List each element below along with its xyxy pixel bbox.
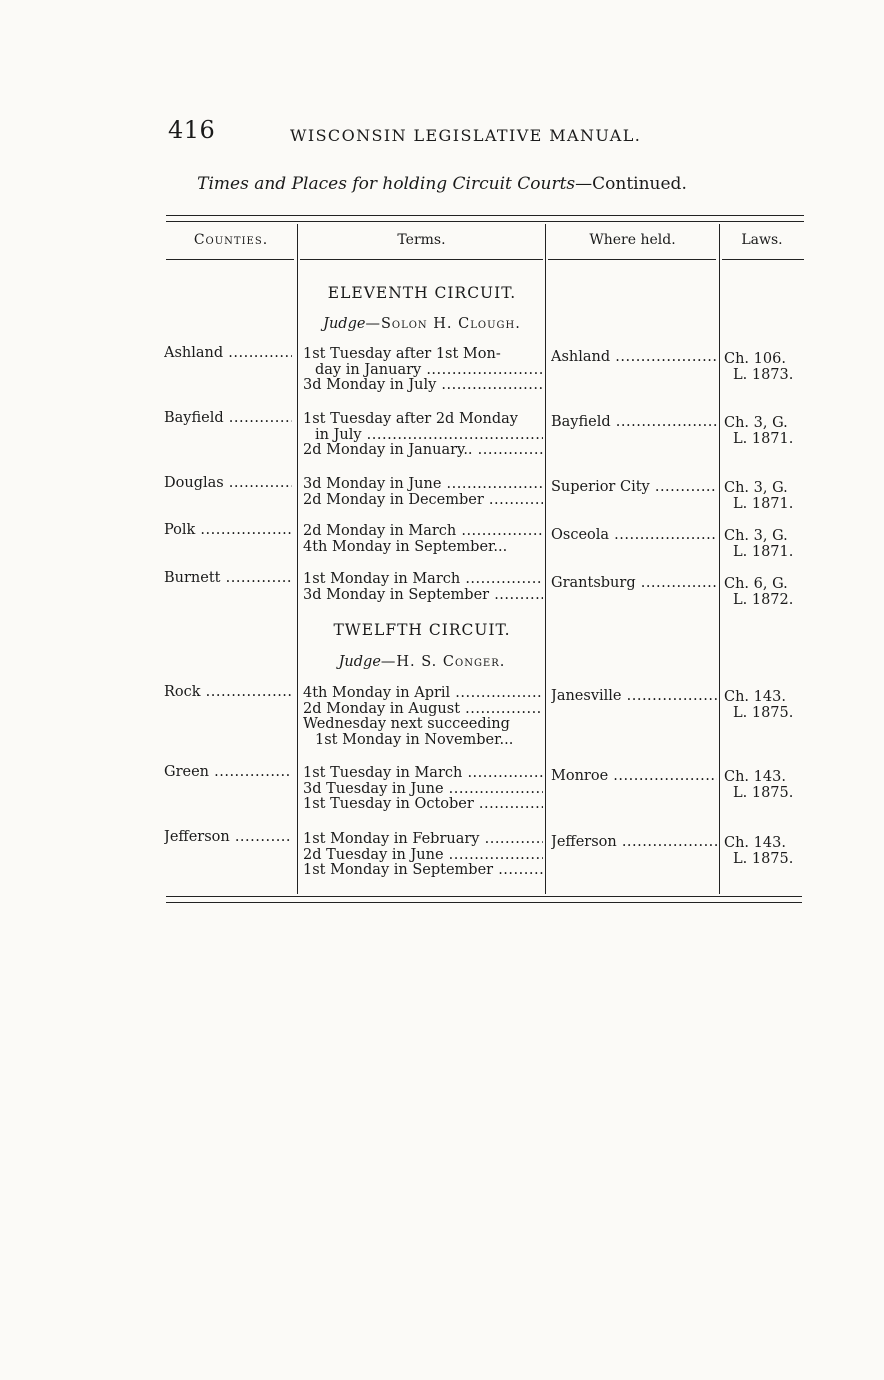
table-row-place: Superior City .....	[551, 479, 717, 495]
judge-label: Judge	[323, 316, 366, 332]
circuit-title: TWELFTH CIRCUIT.	[333, 621, 511, 639]
circuit-judge	[300, 316, 544, 332]
circuit-judge	[300, 654, 544, 670]
table-row-county: Douglas .....	[164, 475, 292, 491]
table-row-laws: Ch. 143. L. 1875.	[724, 689, 794, 721]
judge-label: Judge	[338, 654, 381, 670]
col-header-terms: Terms.	[397, 232, 446, 248]
page-number: 416	[168, 116, 216, 144]
table-row-terms: 1st Tuesday after 1st Mon- day in January ..... 3d Monday in July .....	[303, 347, 543, 394]
table-caption	[0, 174, 884, 194]
header-underline-3	[548, 259, 716, 260]
table-row-county: Jefferson .....	[164, 829, 292, 845]
judge-name: —Solon H. Clough.	[365, 316, 521, 332]
col-divider-1	[297, 224, 298, 894]
caption-italic: Times and Places for holding Circuit Courts	[197, 174, 576, 194]
table-row-place: Janesville .....	[551, 688, 717, 704]
circuit-title: ELEVENTH CIRCUIT.	[327, 284, 517, 302]
col-divider-2	[545, 224, 546, 894]
header-underline-2	[300, 259, 543, 260]
header-underline-1	[166, 259, 294, 260]
col-header-laws: Laws.	[741, 232, 783, 248]
judge-name: —H. S. Conger.	[380, 654, 506, 670]
col-header-where-held: Where held.	[589, 232, 676, 248]
table-row-county: Green .....	[164, 764, 292, 780]
caption-plain: —Continued.	[575, 174, 687, 194]
col-header-counties: Counties.	[193, 232, 269, 248]
top-rule-1	[166, 215, 804, 216]
table-row-county: Ashland .....	[164, 345, 292, 361]
bottom-rule-2	[166, 902, 802, 903]
table-row-place: Grantsburg .....	[551, 575, 717, 591]
bottom-rule-1	[166, 896, 802, 897]
table-row-laws: Ch. 3, G. L. 1871.	[724, 528, 794, 560]
table-row-county: Rock .....	[164, 684, 292, 700]
table-row-laws: Ch. 143. L. 1875.	[724, 835, 794, 867]
table-row-terms: 1st Tuesday after 2d Monday in July ..... 2d Monday in January.. .....	[303, 412, 543, 459]
table-row-county: Bayfield .....	[164, 410, 292, 426]
table-row-terms: 1st Monday in March ..... 3d Monday in September .....	[303, 572, 543, 603]
col-divider-3	[719, 224, 720, 894]
table-row-laws: Ch. 3, G. L. 1871.	[724, 480, 794, 512]
table-row-laws: Ch. 106. L. 1873.	[724, 351, 794, 383]
header-underline-4	[722, 259, 804, 260]
table-row-place: Osceola .....	[551, 527, 717, 543]
table-row-terms: 1st Tuesday in March ..... 3d Tuesday in June ..... 1st Tuesday in October .....	[303, 766, 543, 813]
table-row-terms: 4th Monday in April ..... 2d Monday in August ..... Wednesday next succeeding 1st Monday in November...	[303, 686, 543, 748]
table-row-county: Burnett .....	[164, 570, 292, 586]
table-row-terms: 3d Monday in June ..... 2d Monday in December .....	[303, 477, 543, 508]
top-rule-2	[166, 221, 804, 222]
table-row-laws: Ch. 6, G. L. 1872.	[724, 576, 794, 608]
table-row-terms: 2d Monday in March ..... 4th Monday in September...	[303, 524, 543, 555]
table-row-laws: Ch. 3, G. L. 1871.	[724, 415, 794, 447]
table-row-laws: Ch. 143. L. 1875.	[724, 769, 794, 801]
table-row-place: Jefferson .....	[551, 834, 717, 850]
table-row-place: Monroe .....	[551, 768, 717, 784]
table-row-terms: 1st Monday in February ..... 2d Tuesday in June ..... 1st Monday in September .....	[303, 832, 543, 879]
table-row-county: Polk .....	[164, 522, 292, 538]
table-row-place: Ashland .....	[551, 349, 717, 365]
table-row-place: Bayfield .....	[551, 414, 717, 430]
running-head: WISCONSIN LEGISLATIVE MANUAL.	[290, 126, 642, 145]
